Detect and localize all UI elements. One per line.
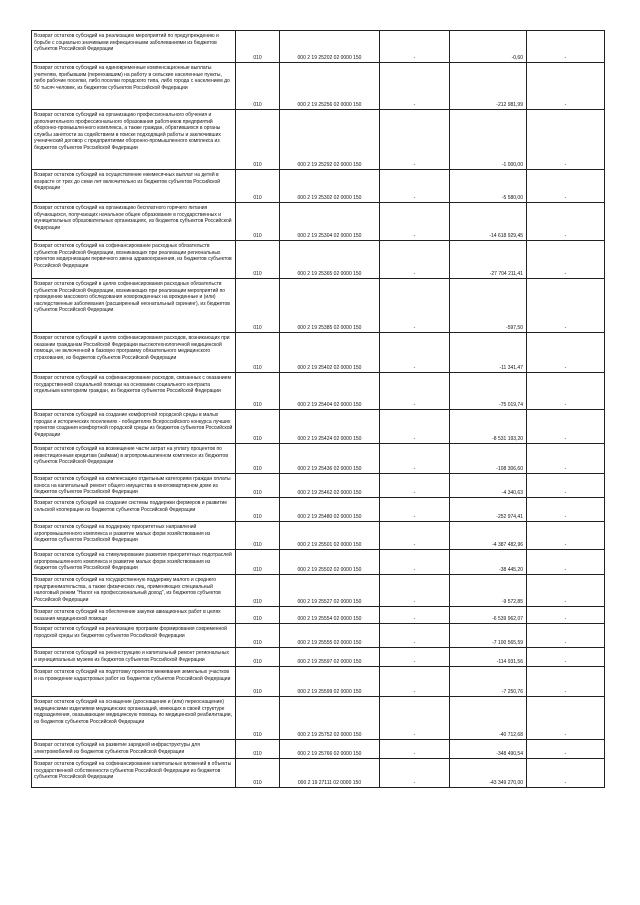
row-name: Возврат остатков субсидий на реконструкцию и капитальный ремонт региональных и муниципальных музеев из бюджетов субъектов Российской Федерации [34,650,229,663]
row-remainder: - [527,607,605,624]
row-amount: -4 340,63 [450,474,527,498]
table-row [32,444,605,474]
row-amount: -108 306,60 [450,444,527,474]
row-code: 010 [236,648,280,667]
row-name: Возврат остатков субсидий на развитие зарядной инфраструктуры для электромобилей из бюджетов субъектов Российской Федерации [34,742,200,755]
row-amount: -348 490,54 [450,740,527,759]
table-row [32,170,605,203]
row-code: 010 [236,110,280,170]
row-kbk: 000 2 19 25501 02 0000 150 [280,522,380,550]
row-plan: - [380,110,450,170]
row-name: Возврат остатков субсидий на компенсацию отдельным категориям граждан оплаты взноса на капитальный ремонт общего имущества в многоквартирном доме из бюджетов субъектов Российской Федерации [34,476,231,495]
row-name-cell [32,667,236,697]
row-name: Возврат остатков субсидий в целях софинансирования расходных обязательств субъектов Российской Федерации, возникающих при реализации мероприятий по проведению массового обследования новорожденных на врожденные и (или) наследственные заболевания (расширенный неонатальный скрининг), из бюджетов субъектов Российской Федерации [34,281,230,313]
row-plan: - [380,624,450,648]
row-remainder: - [527,498,605,522]
row-kbk: 000 2 19 25302 02 0000 150 [280,170,380,203]
row-kbk: 000 2 19 25502 02 0000 150 [280,550,380,575]
row-code: 010 [236,667,280,697]
row-plan: - [380,575,450,607]
row-code: 010 [236,474,280,498]
row-code: 010 [236,333,280,373]
row-amount: -6 539 962,07 [450,607,527,624]
row-remainder: - [527,444,605,474]
row-plan: - [380,410,450,444]
row-amount: -4 387 482,96 [450,522,527,550]
table-row [32,740,605,759]
row-code: 010 [236,522,280,550]
row-amount: -114 931,56 [450,648,527,667]
row-amount: -7 250,76 [450,667,527,697]
row-remainder: - [527,241,605,279]
row-name: Возврат остатков субсидий на создание комфортной городской среды в малых городах и исторических поселениях - победителях Всероссийского конкурса лучших проектов создания комфортной городской среды из бюджетов субъектов Российской Федерации [34,412,233,438]
row-name-cell [32,575,236,607]
row-name-cell [32,63,236,110]
row-kbk: 000 2 19 25402 02 0000 150 [280,333,380,373]
row-remainder: - [527,110,605,170]
row-name: Возврат остатков субсидий на единовременные компенсационные выплаты учителям, прибывшим (переехавшим) на работу в сельские населенные пункты, либо рабочие поселки, либо поселки городского типа, либо города с населением до 50 тысяч человек, из бюджетов субъектов Российской Федерации [34,65,230,91]
row-name: Возврат остатков субсидий на государственную поддержку малого и среднего предпринимательства, а также физических лиц, применяющих специальный налоговый режим "Налог на профессиональный доход", из бюджетов субъектов Российской Федерации [34,577,221,603]
row-name-cell [32,31,236,63]
table-row [32,667,605,697]
row-remainder: - [527,759,605,788]
row-code: 010 [236,63,280,110]
row-code: 010 [236,498,280,522]
row-name-cell [32,498,236,522]
row-amount: -1 000,00 [450,110,527,170]
table-row [32,410,605,444]
row-plan: - [380,333,450,373]
row-kbk: 000 2 19 25404 02 0000 150 [280,373,380,410]
row-plan: - [380,740,450,759]
row-plan: - [380,241,450,279]
row-kbk: 000 2 19 25436 02 0000 150 [280,444,380,474]
row-code: 010 [236,373,280,410]
row-amount: -40 712,68 [450,697,527,740]
row-code: 010 [236,170,280,203]
table-row [32,241,605,279]
row-kbk: 000 2 19 25304 02 0000 150 [280,203,380,241]
row-amount: -8 531 193,20 [450,410,527,444]
row-plan: - [380,170,450,203]
row-name: Возврат остатков субсидий на оснащение (дооснащение и (или) переоснащение) медицинскими изделиями медицинских организаций, имеющих в своей структуре подразделения, оказывающие медицинскую помощь по медицинской реабилитации, из бюджетов субъектов Российской Федерации [34,699,232,725]
row-kbk: 000 2 19 25554 02 0000 150 [280,607,380,624]
row-name-cell [32,373,236,410]
row-code: 010 [236,740,280,759]
row-kbk: 000 2 19 25480 02 0000 150 [280,498,380,522]
table-row [32,63,605,110]
table-row [32,697,605,740]
table-row [32,498,605,522]
row-code: 010 [236,759,280,788]
row-kbk: 000 2 19 25752 02 0000 150 [280,697,380,740]
row-name-cell [32,241,236,279]
row-remainder: - [527,333,605,373]
row-name-cell [32,624,236,648]
budget-report-table [31,30,605,788]
row-remainder: - [527,31,605,63]
row-kbk: 000 2 19 25424 02 0000 150 [280,410,380,444]
row-name: Возврат остатков субсидий на реализацию программ формирования современной городской среды из бюджетов субъектов Российской Федерации [34,626,227,639]
row-amount: -5 580,00 [450,170,527,203]
row-amount: -597,50 [450,279,527,333]
row-name: Возврат остатков субсидий на софинансирование капитальных вложений в объекты государственной собственности субъектов Российской Федерации из бюджетов субъектов Российской Федерации [34,761,232,780]
row-name-cell [32,648,236,667]
row-name-cell [32,279,236,333]
row-code: 010 [236,410,280,444]
report-rows [32,31,605,788]
row-name: Возврат остатков субсидий на софинансирование расходов, связанных с оказанием государственной социальной помощи на основании социального контракта отдельным категориям граждан, из бюджетов субъектов Российской Федерации [34,375,231,394]
row-plan: - [380,444,450,474]
row-amount: -9 572,85 [450,575,527,607]
row-code: 010 [236,575,280,607]
row-name: Возврат остатков субсидий на подготовку проектов межевания земельных участков и на проведение кадастровых работ из бюджетов субъектов Российской Федерации [34,669,231,682]
row-amount: -43 349 270,00 [450,759,527,788]
row-remainder: - [527,474,605,498]
row-name-cell [32,203,236,241]
row-name-cell [32,522,236,550]
row-remainder: - [527,203,605,241]
row-kbk: 000 2 19 25555 02 0000 150 [280,624,380,648]
row-name: Возврат остатков субсидий на создание системы поддержки фермеров и развитие сельской кооперации из бюджетов субъектов Российской Федерации [34,500,228,513]
row-name-cell [32,740,236,759]
row-code: 010 [236,697,280,740]
row-remainder: - [527,624,605,648]
row-remainder: - [527,279,605,333]
table-row [32,333,605,373]
row-remainder: - [527,667,605,697]
row-remainder: - [527,697,605,740]
row-name-cell [32,550,236,575]
row-plan: - [380,63,450,110]
row-plan: - [380,759,450,788]
table-row [32,607,605,624]
row-code: 010 [236,31,280,63]
table-row [32,373,605,410]
row-name-cell [32,697,236,740]
row-plan: - [380,550,450,575]
row-amount: -27 704 211,41 [450,241,527,279]
row-kbk: 000 2 19 25292 02 0000 150 [280,110,380,170]
row-amount: -11 341,47 [450,333,527,373]
table-row [32,550,605,575]
row-kbk: 000 2 19 25599 02 0000 150 [280,667,380,697]
row-amount: -38 445,20 [450,550,527,575]
table-row [32,575,605,607]
row-kbk: 000 2 19 25527 02 0000 150 [280,575,380,607]
row-plan: - [380,522,450,550]
table-row [32,31,605,63]
table-row [32,522,605,550]
table-row [32,474,605,498]
table-row [32,203,605,241]
row-amount: -212 981,99 [450,63,527,110]
row-remainder: - [527,522,605,550]
row-name: Возврат остатков субсидий на осуществление ежемесячных выплат на детей в возрасте от трех до семи лет включительно из бюджетов субъектов Российской Федерации [34,172,221,191]
row-plan: - [380,607,450,624]
row-kbk: 000 2 19 25202 02 0000 150 [280,31,380,63]
row-name: Возврат остатков субсидий на обеспечение закупки авиационных работ в целях оказания медицинской помощи [34,609,221,622]
row-amount: -75 019,74 [450,373,527,410]
row-code: 010 [236,241,280,279]
row-remainder: - [527,575,605,607]
row-name-cell [32,410,236,444]
row-name-cell [32,170,236,203]
table-row [32,624,605,648]
row-name-cell [32,110,236,170]
row-plan: - [380,373,450,410]
row-name: Возврат остатков субсидий на организацию профессионального обучения и дополнительного профессионального образования работников предприятий оборонно-промышленного комплекса, а также граждан, обратившихся в органы службы занятости за содействием в поиске подходящей работы и заключивших ученический договор с предприятиями оборонно-промышленного комплекса из бюджетов субъектов Российской Федерации [34,112,221,151]
row-kbk: 000 2 19 25462 02 0000 150 [280,474,380,498]
row-remainder: - [527,63,605,110]
row-name: Возврат остатков субсидий на возмещение части затрат на уплату процентов по инвестиционным кредитам (займам) в агропромышленном комплексе из бюджетов субъектов Российской Федерации [34,446,228,465]
row-name-cell [32,474,236,498]
row-code: 010 [236,444,280,474]
row-remainder: - [527,648,605,667]
row-kbk: 000 2 19 27111 02 0000 150 [280,759,380,788]
row-name: Возврат остатков субсидий на организацию бесплатного горячего питания обучающихся, получающих начальное общее образование в государственных и муниципальных образовательных организациях, из бюджетов субъектов Российской Федерации [34,205,232,231]
table-row [32,110,605,170]
row-plan: - [380,667,450,697]
table-row [32,759,605,788]
row-amount: -252 974,41 [450,498,527,522]
row-remainder: - [527,373,605,410]
row-code: 010 [236,607,280,624]
row-remainder: - [527,550,605,575]
row-name: Возврат остатков субсидий в целях софинансирования расходов, возникающих при оказании гражданам Российской Федерации высокотехнологичной медицинской помощи, не включенной в базовую программу обязательного медицинского страхования, из бюджетов субъектов Российской Федерации [34,335,230,361]
row-kbk: 000 2 19 25256 02 0000 150 [280,63,380,110]
row-kbk: 000 2 19 25385 02 0000 150 [280,279,380,333]
row-plan: - [380,697,450,740]
row-name-cell [32,759,236,788]
row-kbk: 000 2 19 25365 02 0000 150 [280,241,380,279]
row-remainder: - [527,410,605,444]
row-code: 010 [236,279,280,333]
row-plan: - [380,648,450,667]
row-name: Возврат остатков субсидий на софинансирование расходных обязательств субъектов Российской Федерации, возникающих при реализации региональных проектов модернизации первичного звена здравоохранения, из бюджетов субъектов Российской Федерации [34,243,232,269]
row-code: 010 [236,550,280,575]
row-plan: - [380,279,450,333]
row-name: Возврат остатков субсидий на поддержку приоритетных направлений агропромышленного комплекса и развитие малых форм хозяйствования из бюджетов субъектов Российской Федерации [34,524,211,543]
row-kbk: 000 2 19 25766 02 0000 150 [280,740,380,759]
row-plan: - [380,474,450,498]
row-plan: - [380,31,450,63]
row-name: Возврат остатков субсидий на реализацию мероприятий по предупреждению и борьбе с социально значимыми инфекционными заболеваниями из бюджетов субъектов Российской Федерации [34,33,219,52]
row-name-cell [32,607,236,624]
table-row [32,279,605,333]
row-plan: - [380,498,450,522]
row-amount: -7 100 565,59 [450,624,527,648]
row-name-cell [32,333,236,373]
row-code: 010 [236,203,280,241]
row-kbk: 000 2 19 25597 02 0000 150 [280,648,380,667]
row-name-cell [32,444,236,474]
row-amount: -14 618 929,45 [450,203,527,241]
row-code: 010 [236,624,280,648]
table-row [32,648,605,667]
row-amount: -0,60 [450,31,527,63]
row-remainder: - [527,740,605,759]
row-name: Возврат остатков субсидий на стимулирование развития приоритетных подотраслей агропромышленного комплекса и развитие малых форм хозяйствования из бюджетов субъектов Российской Федерации [34,552,232,571]
row-plan: - [380,203,450,241]
row-remainder: - [527,170,605,203]
